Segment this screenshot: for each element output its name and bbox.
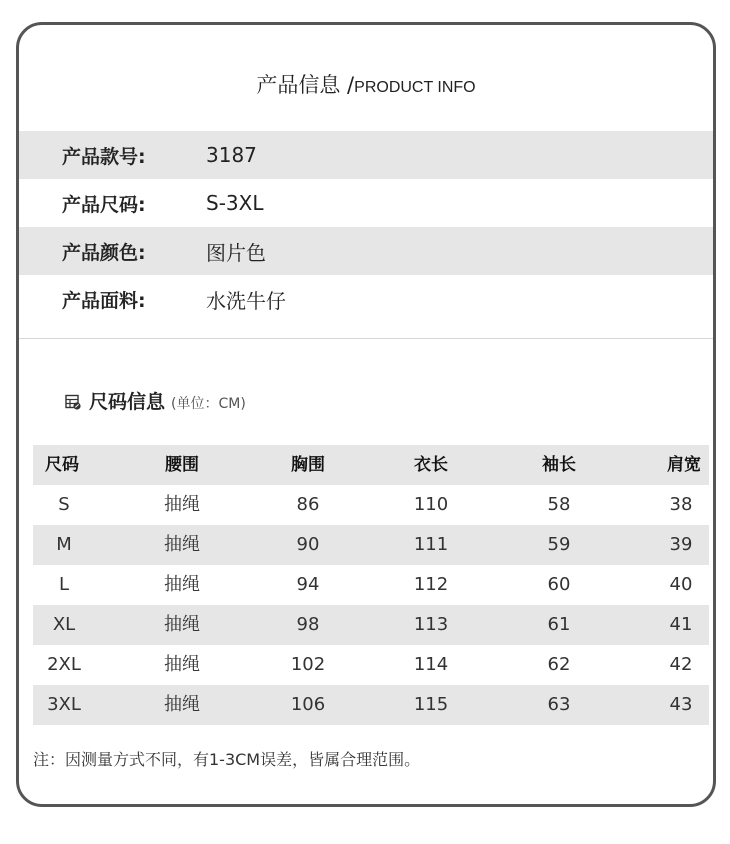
table-cell: 98: [296, 614, 320, 635]
size-section-title: 尺码信息: [89, 391, 166, 413]
header-chest: 胸围: [291, 455, 325, 475]
table-cell: 3XL: [47, 694, 81, 715]
table-cell: 抽绳: [164, 534, 200, 555]
header-sleeve: 袖长: [542, 455, 576, 475]
title-separator: /: [340, 73, 355, 97]
info-row-color: [19, 227, 716, 275]
size-section-header: [65, 387, 246, 414]
info-label: 产品尺码:: [62, 193, 146, 216]
table-cell: 抽绳: [164, 694, 200, 715]
table-cell: 59: [547, 534, 571, 555]
info-value: 图片色: [206, 240, 266, 265]
table-header-row: [33, 445, 709, 485]
table-cell: 114: [413, 654, 449, 675]
table-cell: 抽绳: [164, 494, 200, 515]
table-cell: 90: [296, 534, 320, 555]
size-table: [33, 445, 709, 725]
table-row: [33, 645, 709, 685]
info-label: 产品面料:: [62, 289, 146, 312]
size-section-unit: (单位：CM): [171, 396, 246, 412]
section-divider: [19, 338, 716, 339]
measurement-note: 注：因测量方式不同，有1-3CM误差，皆属合理范围。: [33, 750, 421, 769]
table-row: [33, 485, 709, 525]
info-label: 产品款号:: [62, 145, 146, 168]
table-cell: 39: [669, 534, 693, 555]
table-cell: 111: [413, 534, 449, 555]
info-value: 水洗牛仔: [206, 288, 286, 313]
product-info-card: [16, 22, 716, 807]
table-cell: 42: [669, 654, 693, 675]
table-cell: S: [58, 494, 70, 515]
info-row-fabric: [19, 275, 716, 323]
table-cell: XL: [52, 614, 76, 635]
table-cell: 62: [547, 654, 571, 675]
table-cell: 63: [547, 694, 571, 715]
table-cell: 58: [547, 494, 571, 515]
table-cell: L: [58, 574, 70, 595]
table-row: [33, 685, 709, 725]
table-cell: 110: [413, 494, 449, 515]
table-cell: 抽绳: [164, 574, 200, 595]
title-cn: 产品信息: [256, 73, 341, 97]
info-row-size: [19, 179, 716, 227]
title-en: PRODUCT INFO: [354, 79, 476, 96]
table-cell: 抽绳: [164, 654, 200, 675]
table-cell: 60: [547, 574, 571, 595]
table-cell: 115: [413, 694, 449, 715]
table-cell: 41: [669, 614, 693, 635]
table-cell: 106: [290, 694, 326, 715]
table-cell: 112: [413, 574, 449, 595]
header-shoulder: 肩宽: [667, 455, 701, 475]
table-cell: 2XL: [47, 654, 81, 675]
table-cell: 61: [547, 614, 571, 635]
table-icon: [65, 394, 81, 410]
info-value: S-3XL: [206, 191, 264, 215]
table-cell: 113: [413, 614, 449, 635]
table-row: [33, 565, 709, 605]
header-size: 尺码: [45, 455, 79, 475]
info-row-style-number: [19, 131, 716, 179]
table-cell: 抽绳: [164, 614, 200, 635]
table-row: [33, 605, 709, 645]
header-waist: 腰围: [165, 455, 199, 475]
table-cell: M: [56, 534, 72, 555]
table-cell: 102: [290, 654, 326, 675]
table-cell: 38: [669, 494, 693, 515]
table-cell: 86: [296, 494, 320, 515]
table-row: [33, 525, 709, 565]
info-value: 3187: [206, 143, 257, 167]
info-label: 产品颜色:: [62, 241, 146, 264]
header-length: 衣长: [414, 455, 448, 475]
page-title: [19, 69, 713, 99]
table-cell: 43: [669, 694, 693, 715]
table-cell: 94: [296, 574, 320, 595]
table-cell: 40: [669, 574, 693, 595]
